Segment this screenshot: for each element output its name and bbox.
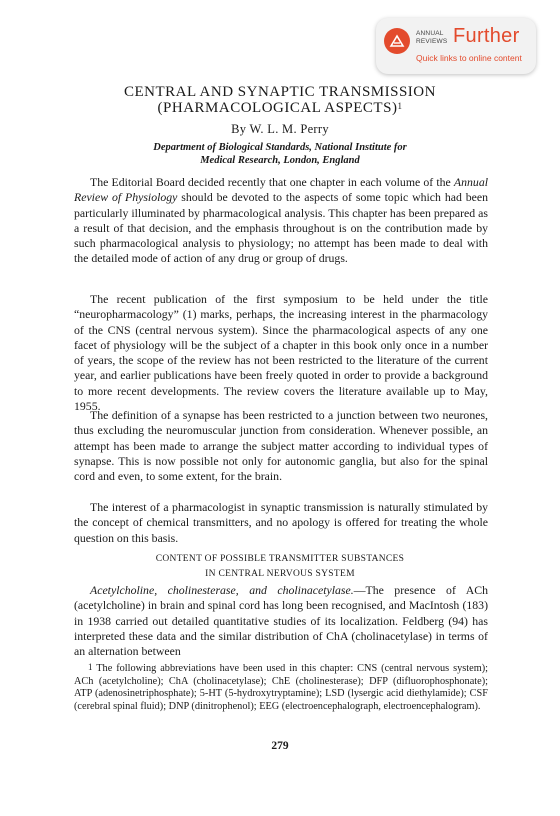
section-heading-line-1: CONTENT OF POSSIBLE TRANSMITTER SUBSTANCES bbox=[155, 554, 405, 564]
annual-reviews-logo-icon bbox=[384, 28, 410, 54]
subsection-lead: Acetylcholine, cholinesterase, and cholinacetylase. bbox=[90, 583, 354, 597]
section-heading bbox=[40, 551, 520, 581]
page-number: 279 bbox=[271, 740, 289, 752]
paragraph-4: The interest of a pharmacologist in synaptic transmission is naturally stimulated by the concept of chemical transmitters, and no apology is offered for treating the whole question on this basis. bbox=[74, 500, 488, 545]
affiliation bbox=[40, 141, 520, 167]
footnote-text: The following abbreviations have been used in this chapter: CNS (central nervous system); ACh (acetylcholine); ChA (cholinacetylase); ChE (cholinesterase); DFP (difluorophosphonate); ATP (adenosinetriphosphate); 5-HT (5-hydroxytryptamine); LSD (lysergic acid diethylamide); CSF (cerebral spinal fluid); DNP (dinitrophenol); EEG (electroencephalograph, electroencephalogram). bbox=[74, 663, 488, 712]
affiliation-line-1: Department of Biological Standards, National Institute for bbox=[153, 142, 407, 153]
footnote bbox=[74, 663, 488, 713]
author-name: W. L. M. Perry bbox=[249, 122, 329, 136]
section-paragraph: Acetylcholine, cholinesterase, and cholinacetylase.—The presence of ACh (acetylcholine) in brain and spinal cord has long been recognised, and MacIntosh (183) in 1938 carried out detailed quantitative studies of its localization. Feldberg (94) has interpreted these data and the similar distribution of ChA (cholinacetylase) in terms of an alternation between bbox=[74, 583, 488, 659]
footnote-mark: 1 bbox=[88, 662, 93, 672]
badge-tagline: Quick links to online content bbox=[416, 53, 522, 63]
journal-title: Annual Review of Physiology bbox=[74, 175, 488, 205]
article-title-continued bbox=[40, 100, 520, 116]
paragraph-3: The definition of a synapse has been restricted to a junction between two neurones, thus excluding the neuromuscular junction from consideration. Whenever possible, an attempt has been made to arrange the subject matter according to individual types of synapse. This is now possible not only for autonomic ganglia, but also for the spinal cord and even, to some extent, for the brain. bbox=[74, 408, 488, 484]
paragraph-2: The recent publication of the first symposium to be held under the title “neuropharmacology” (1) marks, perhaps, the increasing interest in the pharmacology of the CNS (central nervous system). Since the pharmacological aspects of any one facet of physiology will be the subject of a chapter in this book only once in a number of years, the scope of the review has not been restricted to the literature of the current year, and earlier publications have been freely quoted in order to provide a background to more recent developments. The review covers the literature available up to May, 1955. bbox=[74, 292, 488, 414]
further-badge[interactable] bbox=[376, 18, 536, 74]
section-heading-line-2: IN CENTRAL NERVOUS SYSTEM bbox=[205, 569, 355, 579]
byline bbox=[40, 122, 520, 137]
title-line-1: CENTRAL AND SYNAPTIC TRANSMISSION bbox=[124, 84, 436, 100]
badge-further-label: Further bbox=[453, 25, 520, 47]
article-title bbox=[40, 84, 520, 100]
byline-prefix: By bbox=[231, 122, 247, 136]
title-footnote-mark[interactable]: 1 bbox=[397, 101, 403, 111]
paragraph-1: The Editorial Board decided recently that one chapter in each volume of the Annual Review of Physiology should be devoted to the aspects of some topic which had been particularly illuminated by pharmacological analysis. This chapter has been prepared as a result of that decision, and the emphasis throughout is on the contribution made by such pharmacological analysis to physiology; no attempt has been made to deal with the detailed mode of action of any drug or group of drugs. bbox=[74, 175, 488, 266]
badge-publisher: ANNUAL REVIEWS bbox=[416, 30, 448, 45]
affiliation-line-2: Medical Research, London, England bbox=[200, 155, 360, 166]
title-line-2: (PHARMACOLOGICAL ASPECTS) bbox=[157, 100, 398, 116]
